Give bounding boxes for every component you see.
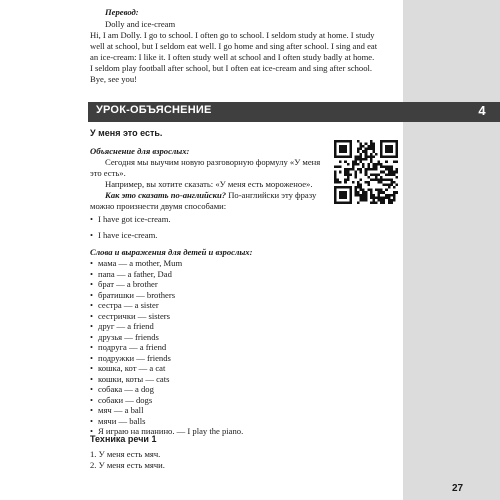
- chapter-number: 4: [478, 103, 486, 118]
- words-heading: Слова и выражения для детей и взрослых:: [90, 247, 253, 257]
- list-item: • подруга — a friend: [98, 342, 166, 353]
- list-item: • друг — a friend: [98, 321, 154, 332]
- list-item: • брат — a brother: [98, 279, 158, 290]
- qr-code-image: [334, 140, 398, 204]
- list-item: • Я играю на пианино. — I play the piano.: [98, 426, 243, 437]
- translation-line: Bye, see you!: [90, 74, 138, 84]
- list-item: • подружки — friends: [98, 353, 171, 364]
- side-margin-band: [403, 0, 500, 500]
- adults-text-line: Сегодня мы выучим новую разговорную формулу «У меня: [105, 157, 321, 167]
- list-item: • сестра — a sister: [98, 300, 159, 311]
- list-item: • мячи — balls: [98, 416, 145, 427]
- lesson-subtitle: У меня это есть.: [90, 128, 163, 138]
- question-bold: Как это сказать по-английски?: [105, 190, 227, 200]
- chapter-title: УРОК-ОБЪЯСНЕНИЕ: [96, 104, 212, 116]
- adults-text-line: это есть».: [90, 168, 126, 178]
- question-cont: можно произнести двумя способами:: [90, 201, 227, 211]
- list-item: • братишки — brothers: [98, 290, 175, 301]
- technique-item: 2. У меня есть мячи.: [90, 460, 165, 470]
- translation-line: well at school, but I seldom eat well. I go home and sing after school. I sing and eat: [90, 41, 378, 51]
- page-number: 27: [452, 483, 464, 494]
- list-item: • кошка, кот — a cat: [98, 363, 165, 374]
- list-item: • кошки, коты — cats: [98, 374, 169, 385]
- list-item: • мама — a mother, Mum: [98, 258, 182, 269]
- question-line: [105, 190, 316, 201]
- translation-line: I seldom play football after school, but I often eat ice-cream and sing after school.: [90, 63, 373, 73]
- adults-heading: Объяснение для взрослых:: [90, 146, 190, 156]
- list-item: • мяч — a ball: [98, 405, 143, 416]
- technique-heading: Техника речи 1: [90, 434, 157, 444]
- technique-item: 1. У меня есть мяч.: [90, 449, 161, 459]
- translation-line: Hi, I am Dolly. I go to school. I often go to school. I seldom study at home. I study: [90, 30, 375, 40]
- translation-heading: Перевод:: [105, 7, 139, 17]
- question-rest: По-английски эту фразу: [226, 190, 317, 200]
- list-item: • папа — a father, Dad: [98, 269, 172, 280]
- list-item: • I have got ice-cream.: [98, 214, 171, 225]
- list-item: • собаки — dogs: [98, 395, 152, 406]
- list-item: • собака — a dog: [98, 384, 154, 395]
- translation-line: an ice-cream: I like it. I often study well at school and I often study badly at home.: [90, 52, 375, 62]
- translation-title: Dolly and ice-cream: [105, 19, 176, 29]
- list-item: • друзья — friends: [98, 332, 159, 343]
- list-item: • I have ice-cream.: [98, 230, 157, 241]
- list-item: • сестрички — sisters: [98, 311, 170, 322]
- example-line: Например, вы хотите сказать: «У меня есть мороженое».: [105, 179, 313, 189]
